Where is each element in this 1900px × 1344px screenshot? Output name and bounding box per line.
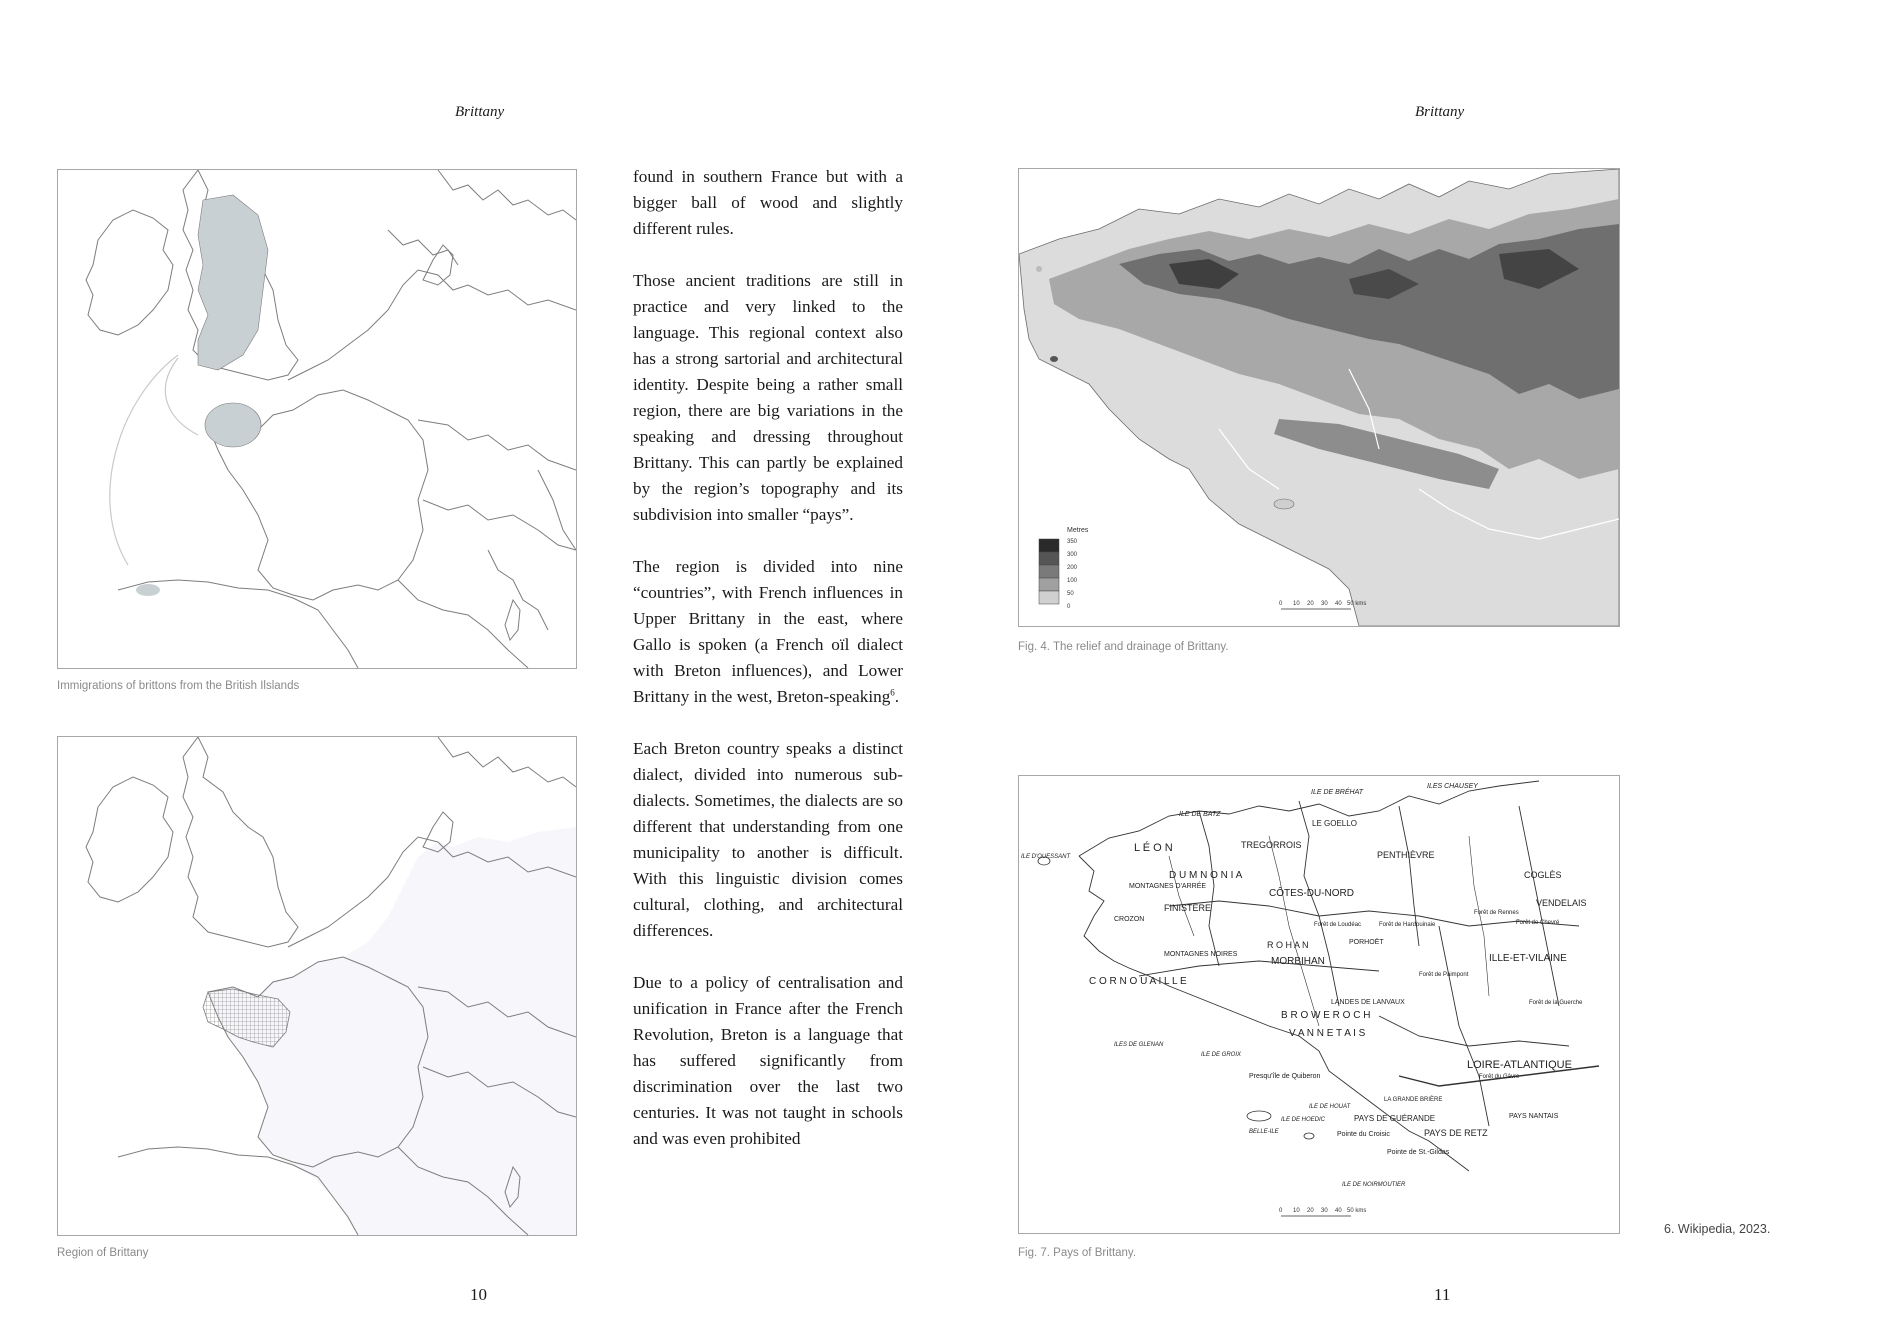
migration-map [58,170,576,668]
relief-scale-label: 10 [1293,601,1300,607]
pays-label: CÔTES-DU-NORD [1269,888,1354,899]
pays-label: ILE DE HOUAT [1309,1104,1351,1110]
pays-label: ILE DE GROIX [1201,1052,1242,1058]
pays-label: PAYS NANTAIS [1509,1113,1559,1120]
pays-label: Forêt de Rennes [1474,910,1519,916]
pays-label: D U M N O N I A [1169,870,1243,881]
pays-label: ILES DE GLENAN [1114,1042,1164,1048]
pays-label: Forêt du Gâvre [1479,1074,1520,1080]
pays-label: ILES CHAUSEY [1427,783,1478,790]
pays-label: COGLÈS [1524,870,1562,880]
pays-label: Presqu'île de Quiberon [1249,1073,1321,1080]
relief-scale-label: 20 [1307,601,1314,607]
pays-label: LOIRE-ATLANTIQUE [1467,1059,1572,1071]
migration-map-figure [57,169,577,669]
pays-label: R O H A N [1267,940,1309,950]
relief-scale-label: 50 kms [1347,601,1367,607]
pays-scale-label: 20 [1307,1208,1314,1214]
pays-map-caption: Fig. 7. Pays of Brittany. [1018,1247,1137,1259]
paragraph-3-end: . [894,687,900,706]
pays-label: B R O W E R O C H [1281,1010,1371,1021]
pays-scale-label: 40 [1335,1208,1342,1214]
relief-scale-label: 40 [1335,601,1342,607]
pays-label: L É O N [1134,842,1173,854]
relief-scale-label: 0 [1279,601,1283,607]
relief-map [1019,169,1619,626]
pays-label: Forêt de la Guerche [1529,1000,1583,1006]
pays-label: PENTHIÈVRE [1377,850,1435,860]
paragraph-2: Those ancient traditions are still in practice and very linked to the language. This regional context also has a strong sartorial and architectural identity. Despite being a rather small region, there are big variations in the speaking and dressing throughout Brittany. This can partly be explained by the region’s topography and its subdivision into smaller “pays”. [633,271,903,524]
right-running-head: Brittany [1415,104,1465,120]
pays-map [1019,776,1619,1233]
paragraph-3 [633,554,903,710]
pays-label: V A N N E T A I S [1289,1028,1366,1039]
paragraph-5: Due to a policy of centralisation and unification in France after the French Revolution, Breton is a language that has suffered significantly from discrimination over the last two centuries. It was not taught in schools and was even prohibited [633,973,903,1148]
pays-map-figure [1018,775,1620,1234]
pays-label: ILLE-ET-VILAINE [1489,953,1567,964]
pays-label: CROZON [1114,916,1145,923]
pays-scale-label: 0 [1279,1208,1283,1214]
region-map-figure [57,736,577,1236]
left-running-head: Brittany [455,104,505,120]
pays-label: BELLE-ILE [1249,1129,1279,1135]
pays-label: ILE DE BRÉHAT [1311,789,1363,796]
relief-map-caption: Fig. 4. The relief and drainage of Brittany. [1018,641,1229,653]
pays-label: Pointe du Croisic [1337,1131,1390,1138]
pays-label: PAYS DE GUÉRANDE [1354,1114,1436,1123]
pays-label: ILE DE HOEDIC [1281,1117,1326,1123]
pays-label: MONTAGNES NOIRES [1164,951,1238,958]
pays-label: Forêt de Chevré [1516,920,1560,926]
relief-legend-value: 200 [1067,565,1078,571]
region-map-caption: Region of Brittany [57,1247,149,1259]
pays-label: MORBIHAN [1271,956,1325,967]
pays-label: ILE DE NOIRMOUTIER [1342,1182,1406,1188]
footnote: 6. Wikipedia, 2023. [1664,1222,1771,1236]
region-map [58,737,576,1235]
left-page-number: 10 [470,1285,487,1304]
relief-map-figure [1018,168,1620,627]
pays-label: LANDES DE LANVAUX [1331,999,1405,1006]
pays-label: MONTAGNES D'ARRÉE [1129,883,1207,890]
pays-label: LA GRANDE BRIÈRE [1384,1097,1443,1103]
pays-scale-label: 10 [1293,1208,1300,1214]
relief-legend-value: 50 [1067,591,1074,597]
paragraph-1: found in southern France but with a bigger ball of wood and slightly different rules. [633,167,903,238]
pays-label: ILE D'OUESSANT [1021,854,1071,860]
paragraph-4: Each Breton country speaks a distinct dialect, divided into numerous sub-dialects. Sometimes, the dialects are so different that understanding from one municipality to another is difficult. With this linguistic division comes cultural, clothing, and architectural differences. [633,739,903,940]
pays-label: ILE DE BATZ [1179,811,1221,818]
pays-label: Forêt de Paimpont [1419,972,1469,978]
pays-label: PAYS DE RETZ [1424,1128,1488,1138]
relief-legend-value: 350 [1067,539,1078,545]
pays-label: Pointe de St.-Gildas [1387,1149,1450,1156]
pays-label: FINISTÈRE [1164,903,1212,913]
pays-label: Forêt de Loudéac [1314,922,1362,928]
pays-scale-label: 50 kms [1347,1208,1367,1214]
paragraph-3-text: The region is divided into nine “countries”, with French influences in Upper Brittany in the east, where Gallo is spoken (a French oïl dialect with Breton influences), and Lower Brittany in the west, Breton-speaking [633,557,903,706]
relief-legend-title: Metres [1067,527,1089,534]
right-page-number: 11 [1434,1285,1451,1304]
pays-label: PORHOËT [1349,939,1384,946]
relief-legend-value: 0 [1067,604,1071,610]
footnote-ref: 6 [890,687,895,698]
pays-label: TREGORROIS [1241,840,1302,850]
pays-scale-label: 30 [1321,1208,1328,1214]
migration-map-caption: Immigrations of brittons from the British Ilslands [57,680,300,692]
pays-label: Forêt de Hardouinaie [1379,922,1436,928]
body-text-column [633,164,903,1152]
relief-legend-value: 300 [1067,552,1078,558]
pays-label: LE GOELLO [1312,819,1357,828]
relief-legend-value: 100 [1067,578,1078,584]
pays-label: C O R N O U A I L L E [1089,976,1187,987]
relief-scale-label: 30 [1321,601,1328,607]
pays-label: VENDELAIS [1536,898,1587,908]
